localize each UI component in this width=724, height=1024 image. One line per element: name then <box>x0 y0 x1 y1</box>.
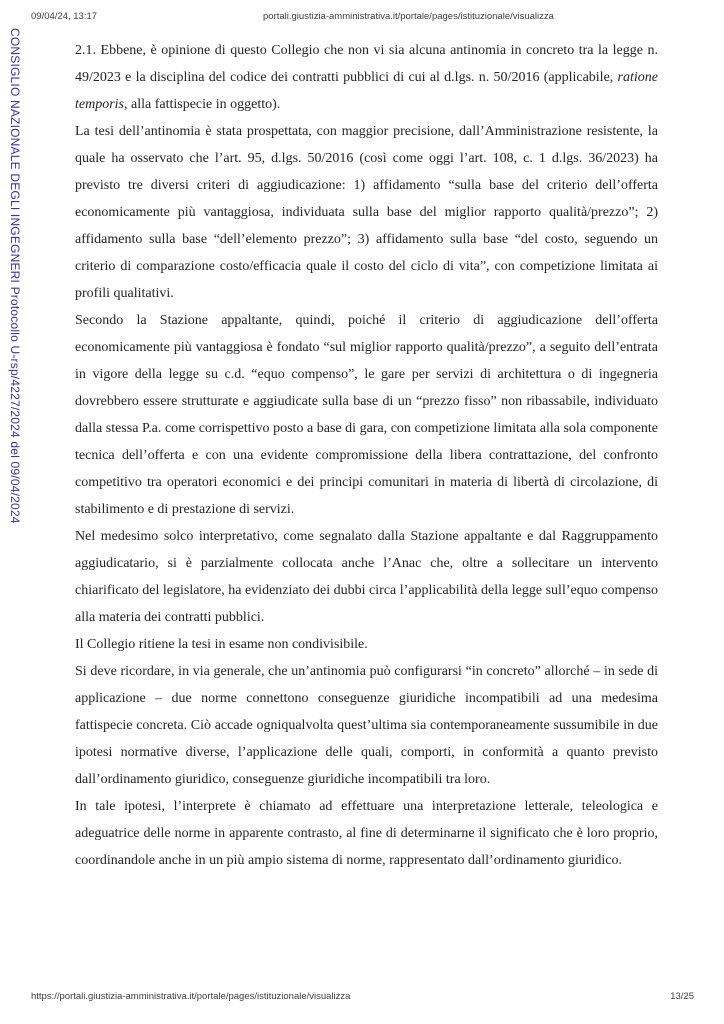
italic-text-run: ratione temporis <box>75 70 658 112</box>
footer-url: https://portali.giustizia-amministrativa.it/portale/pages/istituzionale/visualizza <box>31 991 351 1002</box>
text-run: Secondo la Stazione appaltante, quindi, poiché il criterio di aggiudicazione dell’offerta economicamente più vantaggiosa è fondato “sul miglior rapporto qualità/prezzo”, a seguito dell’entrata in vigore della legge su c.d. “equo compenso”, le gare per servizi di architettura o di ingegneria dovrebbero essere strutturate e aggiudicate sulla base di un “prezzo fisso” non ribassabile, individuato dalla stessa P.a. come corrispettivo posto a base di gara, con competizione limitata alla sola componente tecnica dell’offerta e con una evidente compromissione della libera contrattazione, del confronto competitivo tra operatori economici e dei principi comunitari in materia di libertà di circolazione, di stabilimento e di prestazione di servizi. <box>75 313 658 517</box>
paragraph <box>75 658 658 793</box>
header-url: portali.giustizia-amministrativa.it/portale/pages/istituzionale/visualizza <box>263 11 554 22</box>
document-body <box>75 37 658 874</box>
text-run: 2.1. Ebbene, è opinione di questo Collegio che non vi sia alcuna antinomia in concreto tra la legge n. 49/2023 e la disciplina del codice dei contratti pubblici di cui al d.lgs. n. 50/2016 (applicabile, <box>75 43 658 85</box>
paragraph <box>75 523 658 631</box>
header-datetime: 09/04/24, 13:17 <box>31 11 98 22</box>
paragraph <box>75 37 658 118</box>
paragraph <box>75 631 658 658</box>
text-run: Nel medesimo solco interpretativo, come segnalato dalla Stazione appaltante e dal Raggruppamento aggiudicatario, si è parzialmente collocata anche l’Anac che, oltre a sollecitare un intervento chiarificato del legislatore, ha evidenziato dei dubbi circa l’applicabilità della legge sull’equo compenso alla materia dei contratti pubblici. <box>75 529 658 625</box>
paragraph <box>75 118 658 307</box>
text-run: Si deve ricordare, in via generale, che un’antinomia può configurarsi “in concreto” allorché – in sede di applicazione – due norme connettono conseguenze giuridiche incompatibili ad una medesima fattispecie concreta. Ciò accade ogniqualvolta quest’ultima sia contemporaneamente sussumibile in due ipotesi normative diverse, l’applicazione delle quali, comporti, in conformità a quanto previsto dall’ordinamento giuridico, conseguenze giuridiche incompatibili tra loro. <box>75 664 658 787</box>
protocol-stamp: CONSIGLIO NAZIONALE DEGLI INGEGNERI Protocollo U-rsp/4227/2024 del 09/04/2024 <box>8 28 22 524</box>
text-run: , alla fattispecie in oggetto). <box>124 97 281 112</box>
text-run: In tale ipotesi, l’interprete è chiamato ad effettuare una interpretazione letterale, teleologica e adeguatrice delle norme in apparente contrasto, al fine di determinarne il significato che è loro proprio, coordinandole anche in un più ampio sistema di norme, rappresentato dall’ordinamento giuridico. <box>75 799 658 868</box>
paragraph <box>75 307 658 523</box>
text-run: Il Collegio ritiene la tesi in esame non condivisibile. <box>75 637 368 652</box>
footer-page-number: 13/25 <box>670 991 694 1002</box>
paragraph <box>75 793 658 874</box>
text-run: La tesi dell’antinomia è stata prospettata, con maggior precisione, dall’Amministrazione resistente, la quale ha osservato che l’art. 95, d.lgs. 50/2016 (così come oggi l’art. 108, c. 1 d.lgs. 36/2023) ha previsto tre diversi criteri di aggiudicazione: 1) affidamento “sulla base del criterio dell’offerta economicamente più vantaggiosa, individuata sulla base del miglior rapporto qualità/prezzo”; 2) affidamento sulla base “dell’elemento prezzo”; 3) affidamento sulla base “del costo, seguendo un criterio di comparazione costo/efficacia quale il costo del ciclo di vita”, con competizione limitata ai profili qualitativi. <box>75 124 658 301</box>
